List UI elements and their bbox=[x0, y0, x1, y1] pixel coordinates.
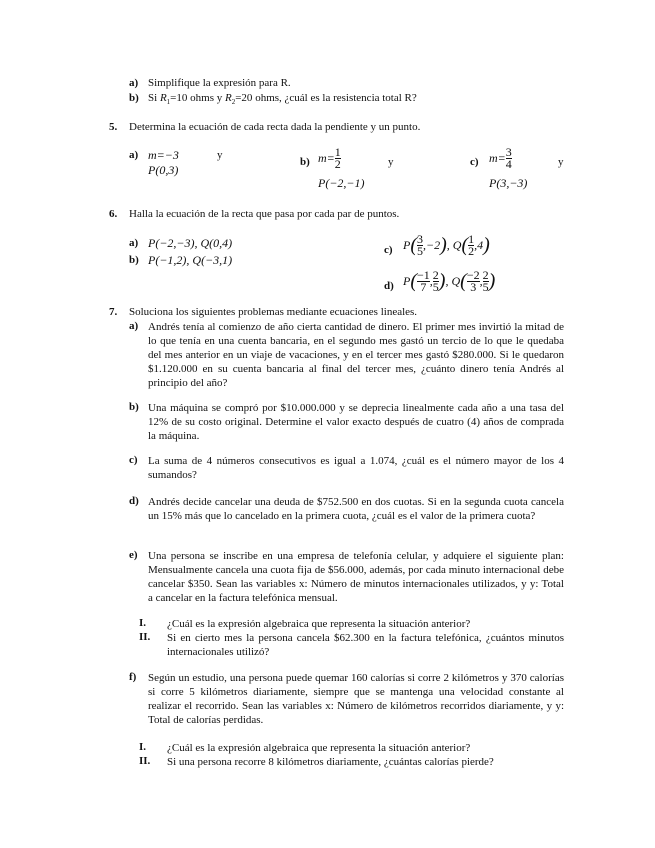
item-label-7e: e) bbox=[129, 549, 138, 561]
question-text-6: Halla la ecuación de la recta que pasa por cada par de puntos. bbox=[129, 208, 400, 220]
points-6d: P( $\frac{-1}{7}$ , $\frac{2}{5}$ ), Q( $\frac{-2}{3}$ , $\frac{2}{5}$ ) bbox=[403, 268, 496, 294]
subitem-text-7f-II: Si una persona recorre 8 kilómetros diariamente, ¿cuántas calorías pierde? bbox=[167, 756, 494, 768]
and-5c: y bbox=[558, 156, 564, 168]
item-label-6c: c) bbox=[384, 244, 393, 256]
and-5a: y bbox=[217, 149, 223, 161]
item-label-4a: a) bbox=[129, 77, 139, 89]
question-text-5: Determina la ecuación de cada recta dada la pendiente y un punto. bbox=[129, 121, 421, 133]
item-label-6b: b) bbox=[129, 254, 139, 266]
question-number-6: 6. bbox=[109, 208, 118, 220]
points-6b: P(−1,2), Q(−3,1) bbox=[148, 253, 233, 267]
subitem-text-7e-I: ¿Cuál es la expresión algebraica que representa la situación anterior? bbox=[167, 618, 471, 630]
item-label-5c: c) bbox=[470, 156, 479, 168]
subitem-label-7f-I: I. bbox=[139, 741, 147, 753]
item-label-6d: d) bbox=[384, 280, 394, 292]
problem-text-7f: Según un estudio, una persona puede quemar 160 calorías si corre 2 kilómetros y 370 calorías si corre 5 kilómetros diariamente, siempre que se mantenga una velocidad constante al realizar el recorrido. Sean las variables x: Número de kilómetros recorridos diariamente, y y: Total de calorías perdidas. bbox=[148, 672, 564, 726]
and-5b: y bbox=[388, 156, 394, 168]
points-6a: P(−2,−3), Q(0,4) bbox=[148, 236, 233, 250]
points-6c: P( $\frac{3}{5}$ ,−2), Q( $\frac{1}{2}$ ,4) bbox=[403, 232, 490, 258]
subitem-label-7e-II: II. bbox=[139, 631, 151, 643]
question-number-7: 7. bbox=[109, 306, 118, 318]
item-label-5b: b) bbox=[300, 156, 310, 168]
subitem-label-7f-II: II. bbox=[139, 755, 151, 767]
question-text-7: Soluciona los siguientes problemas mediante ecuaciones lineales. bbox=[129, 306, 418, 318]
item-label-4b: b) bbox=[129, 92, 139, 104]
item-label-7d: d) bbox=[129, 495, 139, 507]
item-label-7a: a) bbox=[129, 320, 139, 332]
point-5a: P(0,3) bbox=[148, 163, 179, 177]
item-text-4b: Si $R_1=10$ ohms y $R_2=20$ ohms, ¿cuál es la resistencia total R? bbox=[148, 92, 417, 107]
slope-5a: m=−3 bbox=[148, 148, 179, 162]
slope-5b: m= $\frac{1}{2}$ bbox=[318, 145, 341, 171]
slope-5c: m= $\frac{3}{4}$ bbox=[489, 145, 512, 171]
item-label-7f: f) bbox=[129, 671, 137, 683]
subitem-text-7f-I: ¿Cuál es la expresión algebraica que representa la situación anterior? bbox=[167, 742, 471, 754]
item-label-6a: a) bbox=[129, 237, 139, 249]
problem-text-7d: Andrés decide cancelar una deuda de $752.500 en dos cuotas. Si en la segunda cuota cancela un 15% más que lo cancelado en la primera cuota, ¿cuál es el valor de la primera cuota? bbox=[148, 496, 564, 522]
point-5b: P(−2,−1) bbox=[318, 176, 365, 190]
item-label-5a: a) bbox=[129, 149, 139, 161]
problem-text-7c: La suma de 4 números consecutivos es igual a 1.074, ¿cuál es el número mayor de los 4 sumandos? bbox=[148, 455, 564, 481]
question-number-5: 5. bbox=[109, 121, 118, 133]
subitem-text-7e-II: Si en cierto mes la persona cancela $62.300 en la factura telefónica, ¿cuántos minutos internacionales utilizó? bbox=[167, 632, 564, 658]
problem-text-7b: Una máquina se compró por $10.000.000 y se deprecia linealmente cada año a una tasa del 12% de su costo original. Determine el valor exacto después de cuatro (4) años de comprada la máquina. bbox=[148, 402, 564, 442]
item-label-7b: b) bbox=[129, 401, 139, 413]
item-text-4a: Simplifique la expresión para R. bbox=[148, 77, 291, 89]
problem-text-7e: Una persona se inscribe en una empresa de telefonía celular, y adquiere el siguiente plan: Mensualmente cancela una cuota fija de $56.000, además, por cada minuto internacional debe cancelar $350. Sean las variables x: Número de minutos internacionales utilizados, y y: Total a cancelar en la factura telefónica mensual. bbox=[148, 550, 564, 604]
item-label-7c: c) bbox=[129, 454, 138, 466]
problem-text-7a: Andrés tenía al comienzo de año cierta cantidad de dinero. El primer mes invirtió la mitad de lo que tenía en una cuenta bancaria, en el segundo mes gastó un tercio de lo que le quedaba del mes anterior en un viaje de vacaciones, y en el tercer mes gastó $280.000. Si le quedaron $1.120.000 en su cuenta bancaria al final del tercer mes, ¿cuánto dinero tenía Andrés al principio del año? bbox=[148, 321, 564, 389]
subitem-label-7e-I: I. bbox=[139, 617, 147, 629]
point-5c: P(3,−3) bbox=[489, 176, 528, 190]
